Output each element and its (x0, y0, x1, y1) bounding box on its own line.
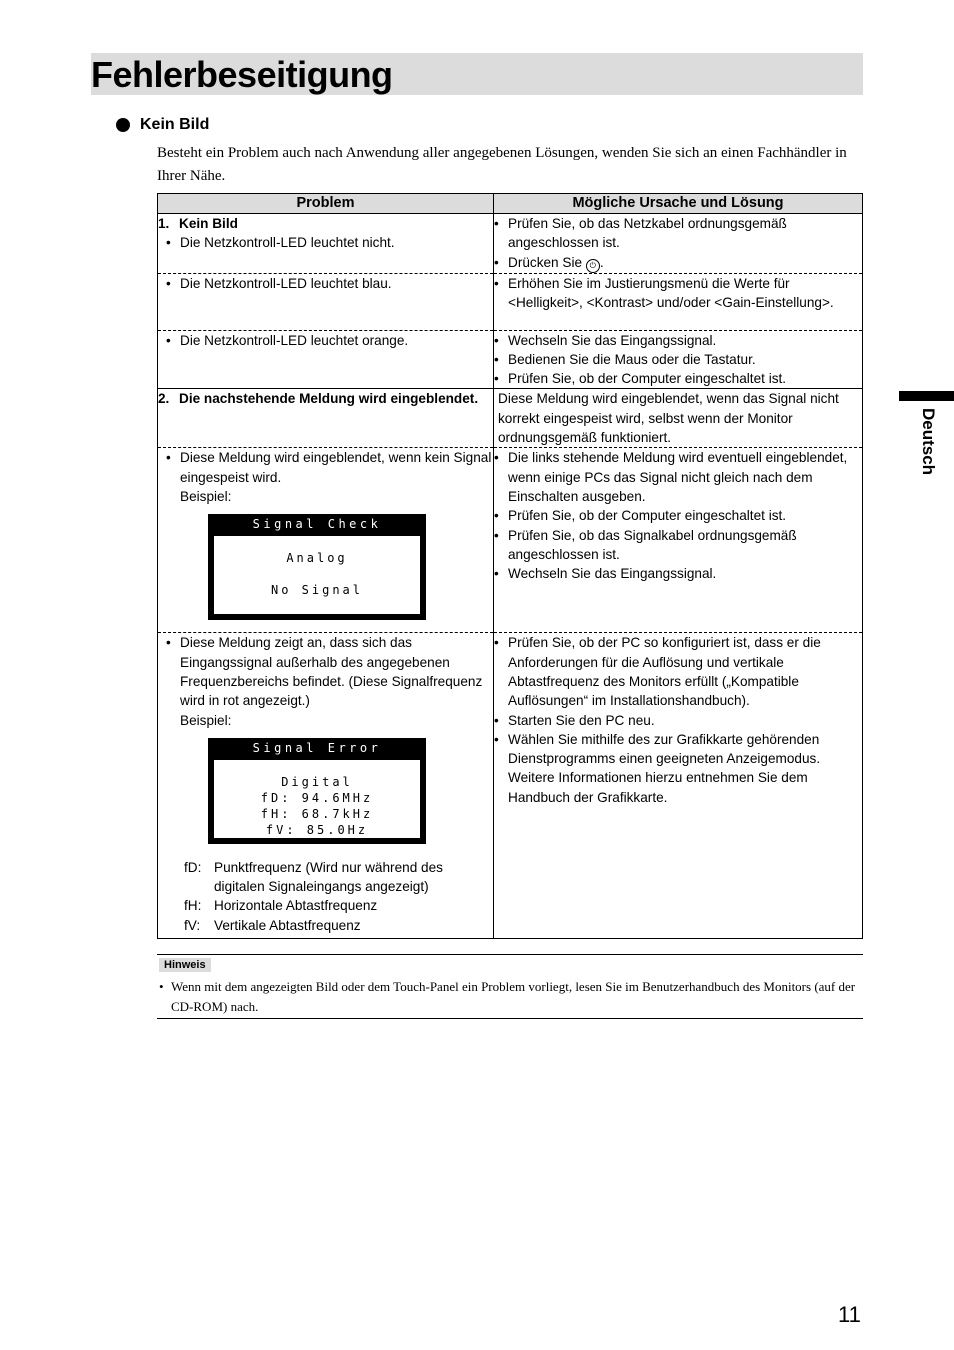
section-title: Kein Bild (140, 116, 210, 133)
table-row (158, 330, 863, 389)
page-number: 11 (838, 1302, 861, 1327)
list-item: • Wählen Sie mithilfe des zur Grafikkarte gehörenden Dienstprogramms einen geeigneten Anzeigemodus. Weitere Informationen hierzu entnehmen Sie dem Handbuch der Grafikkarte. (494, 730, 862, 807)
language-tab-label: Deutsch (919, 408, 938, 476)
list-item: • Diese Meldung wird eingeblendet, wenn kein Signal eingespeist wird. (166, 448, 493, 487)
legend-item: fV: Vertikale Abtastfrequenz (184, 917, 361, 933)
note-divider-bottom (157, 1018, 863, 1019)
problem-heading: 1. Kein Bild (158, 216, 238, 231)
problem-cell (158, 273, 494, 330)
list-item: • Die links stehende Meldung wird eventuell eingeblendet, wenn einige PCs das Signal nicht gleich nach dem Einschalten ausgeben. (494, 448, 862, 506)
title-bar (91, 53, 863, 95)
troubleshooting-table (157, 193, 863, 939)
header-problem: Problem (158, 194, 494, 214)
list-item: • Starten Sie den PC neu. (494, 711, 862, 730)
language-tab-marker (899, 391, 954, 401)
intro-paragraph: Besteht ein Problem auch nach Anwendung aller angegebenen Lösungen, wenden Sie sich an einen Fachhändler in Ihrer Nähe. (157, 145, 847, 184)
list-item: • Prüfen Sie, ob das Netzkabel ordnungsgemäß angeschlossen ist. (494, 214, 862, 253)
table-header-row (158, 194, 863, 214)
list-item: • Bedienen Sie die Maus oder die Tastatur. (494, 350, 862, 369)
note-text: • Wenn mit dem angezeigten Bild oder dem Touch-Panel ein Problem vorliegt, lesen Sie im Benutzerhandbuch des Monitors (auf der CD-ROM) nach. (159, 977, 859, 1016)
note-label: Hinweis (159, 958, 211, 972)
solution-cell (494, 214, 863, 274)
list-item: • Die Netzkontroll-LED leuchtet blau. (166, 274, 493, 293)
osd-line: fD: 94.6MHz (260, 790, 374, 805)
list-item: • Drücken Sie ⏻ . (494, 253, 862, 273)
list-item: • Wechseln Sie das Eingangssignal. (494, 564, 862, 583)
osd-line: fH: 68.7kHz (260, 806, 374, 821)
problem-heading: 2. Die nachstehende Meldung wird eingeblendet. (158, 391, 479, 407)
problem-cell (158, 214, 494, 274)
osd-title: Signal Error (252, 740, 382, 755)
legend-item: fD: Punktfrequenz (Wird nur während des digitalen Signaleingangs angezeigt) (184, 859, 443, 895)
table-row (158, 214, 863, 274)
osd-line: Digital (281, 774, 353, 789)
problem-cell (158, 633, 494, 939)
list-item: • Prüfen Sie, ob das Signalkabel ordnungsgemäß angeschlossen ist. (494, 526, 862, 565)
list-item: • Die Netzkontroll-LED leuchtet orange. (166, 331, 493, 350)
list-item: • Prüfen Sie, ob der Computer eingeschaltet ist. (494, 506, 862, 525)
problem-cell (158, 389, 494, 448)
solution-cell (494, 273, 863, 330)
header-solution: Mögliche Ursache und Lösung (494, 194, 863, 214)
osd-line: Analog (286, 551, 348, 566)
example-label: Beispiel: (180, 488, 232, 504)
osd-signal-error (208, 738, 426, 844)
table-row (158, 448, 863, 633)
table-row (158, 273, 863, 330)
list-item: • Prüfen Sie, ob der PC so konfiguriert ist, dass er die Anforderungen für die Auflösung und vertikale Abtastfrequenz des Monitors erfüllt („Kompatible Auflösungen“ im Installationshandbuch). (494, 633, 862, 710)
problem-cell (158, 330, 494, 389)
problem-cell (158, 448, 494, 633)
osd-line: No Signal (270, 583, 364, 598)
table-row (158, 389, 863, 448)
solution-cell (494, 633, 863, 939)
frequency-legend (184, 858, 493, 935)
osd-signal-check (208, 514, 426, 620)
list-item: • Die Netzkontroll-LED leuchtet nicht. (166, 233, 493, 252)
legend-item: fH: Horizontale Abtastfrequenz (184, 898, 378, 914)
list-item: • Wechseln Sie das Eingangssignal. (494, 331, 862, 350)
example-label: Beispiel: (180, 712, 232, 728)
table-row (158, 633, 863, 939)
osd-title: Signal Check (252, 517, 382, 532)
section-heading (116, 115, 209, 135)
note-divider-top (157, 954, 863, 955)
list-item: • Prüfen Sie, ob der Computer eingeschaltet ist. (494, 369, 862, 388)
osd-body (211, 757, 423, 841)
osd-line: fV: 85.0Hz (265, 822, 369, 837)
power-button-icon: ⏻ (586, 259, 600, 273)
solution-cell (494, 448, 863, 633)
bullet-dot-icon (116, 118, 130, 132)
solution-cell: Diese Meldung wird eingeblendet, wenn das Signal nicht korrekt eingespeist wird, selbst wenn der Monitor ordnungsgemäß funktioniert. (494, 389, 863, 448)
osd-body (211, 533, 423, 617)
solution-cell (494, 330, 863, 389)
list-item: • Erhöhen Sie im Justierungsmenü die Werte für <Helligkeit>, <Kontrast> und/oder <Gain-Einstellung>. (494, 274, 862, 313)
page-title: Fehlerbeseitigung (91, 54, 393, 95)
list-item: • Diese Meldung zeigt an, dass sich das Eingangssignal außerhalb des angegebenen Frequenzbereichs befindet. (Diese Signalfrequenz wird in rot angezeigt.) (166, 633, 493, 710)
